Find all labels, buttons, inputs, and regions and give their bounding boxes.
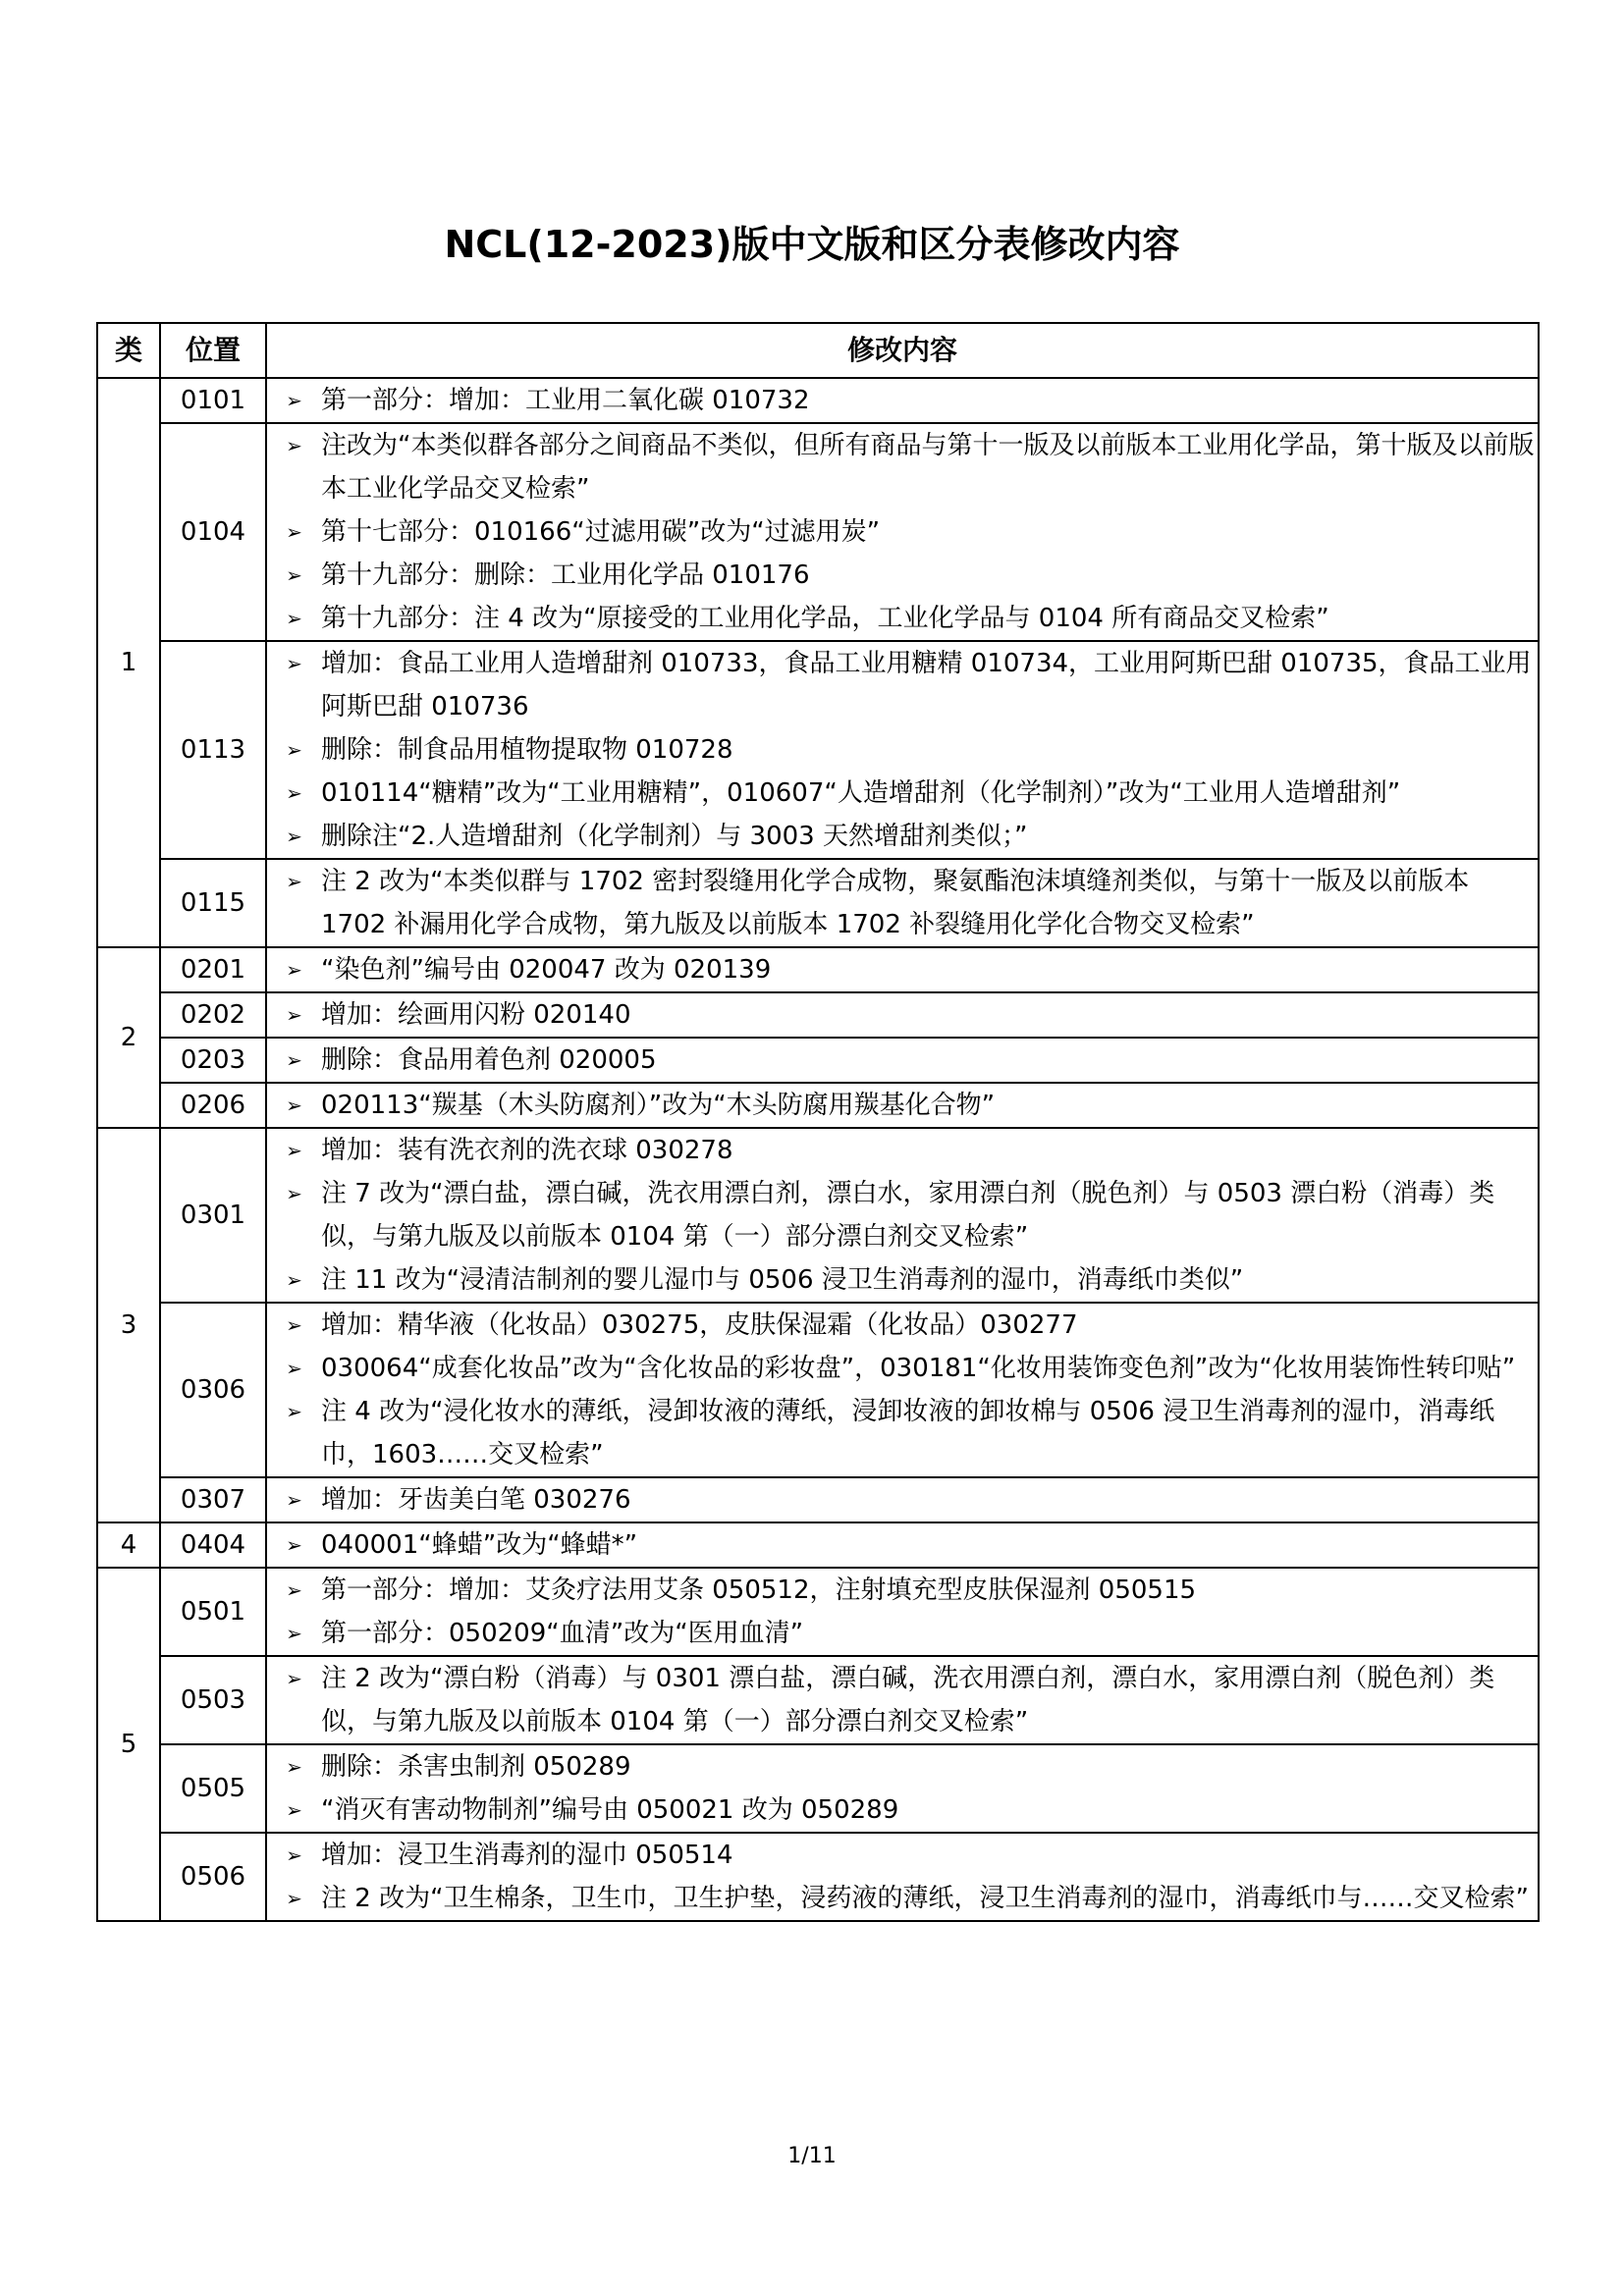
position-cell: 0201 [160, 947, 266, 992]
content-cell [266, 1522, 1539, 1568]
arrow-bullet-icon: ➢ [286, 1667, 302, 1690]
list-item [267, 1390, 1538, 1476]
change-text: 第十七部分：010166“过滤用碳”改为“过滤用炭” [321, 517, 881, 547]
list-item [267, 1478, 1538, 1522]
change-text: 注 4 改为“浸化妆水的薄纸，浸卸妆液的薄纸，浸卸妆液的卸妆棉与 0506 浸卫生消毒剂的湿巾，消毒纸巾，1603……交叉检索” [321, 1397, 1495, 1469]
change-text: 删除：杀害虫制剂 050289 [321, 1752, 631, 1782]
table-row [97, 1303, 1539, 1477]
content-cell [266, 1128, 1539, 1303]
content-cell [266, 1038, 1539, 1083]
content-cell [266, 992, 1539, 1038]
list-item [267, 1084, 1538, 1127]
list-item [267, 815, 1538, 858]
table-row [97, 1083, 1539, 1128]
list-item [267, 1258, 1538, 1302]
change-text: 增加：装有洗衣剂的洗衣球 030278 [321, 1136, 733, 1165]
list-item [267, 728, 1538, 772]
list-item [267, 772, 1538, 815]
change-text: 030064“成套化妆品”改为“含化妆品的彩妆盘”，030181“化妆用装饰变色剂”改为“化妆用装饰性转印贴” [321, 1354, 1516, 1383]
arrow-bullet-icon: ➢ [286, 434, 302, 457]
change-text: “消灭有害动物制剂”编号由 050021 改为 050289 [321, 1795, 899, 1825]
content-cell [266, 1656, 1539, 1744]
class-cell: 4 [97, 1522, 160, 1568]
list-item [267, 1834, 1538, 1877]
table-header-row [97, 323, 1539, 378]
change-text: 注 2 改为“本类似群与 1702 密封裂缝用化学合成物，聚氨酯泡沫填缝剂类似，与第十一版及以前版本 1702 补漏用化学合成物，第九版及以前版本 1702 补裂缝用化学化合物交叉检索” [321, 867, 1470, 939]
table-row [97, 1038, 1539, 1083]
change-text: 增加：浸卫生消毒剂的湿巾 050514 [321, 1841, 733, 1870]
content-cell [266, 1477, 1539, 1522]
change-text: 注 11 改为“浸清洁制剂的婴儿湿巾与 0506 浸卫生消毒剂的湿巾，消毒纸巾类似” [321, 1265, 1244, 1295]
list-item [267, 860, 1538, 946]
arrow-bullet-icon: ➢ [286, 958, 302, 982]
change-text: 第十九部分：删除：工业用化学品 010176 [321, 561, 810, 590]
list-item [267, 1657, 1538, 1743]
change-text: 注改为“本类似群各部分之间商品不类似，但所有商品与第十一版及以前版本工业用化学品，第十版及以前版本工业化学品交叉检索” [321, 431, 1535, 504]
list-item [267, 1347, 1538, 1390]
arrow-bullet-icon: ➢ [286, 1313, 302, 1337]
change-text: 第十九部分：注 4 改为“原接受的工业用化学品，工业化学品与 0104 所有商品交叉检索” [321, 604, 1329, 633]
list-item [267, 424, 1538, 510]
arrow-bullet-icon: ➢ [286, 1578, 302, 1602]
class-cell: 2 [97, 947, 160, 1128]
position-cell: 0501 [160, 1568, 266, 1656]
position-cell: 0506 [160, 1833, 266, 1921]
change-text: 010114“糖精”改为“工业用糖精”，010607“人造增甜剂（化学制剂）”改为“工业用人造增甜剂” [321, 778, 1401, 808]
table-row [97, 1477, 1539, 1522]
change-text: 注 2 改为“卫生棉条，卫生巾，卫生护垫，浸药液的薄纸，浸卫生消毒剂的湿巾，消毒纸巾与……交叉检索” [321, 1884, 1530, 1913]
position-cell: 0202 [160, 992, 266, 1038]
change-text: 第一部分：增加：工业用二氧化碳 010732 [321, 386, 810, 415]
list-item [267, 1039, 1538, 1082]
table-row [97, 1656, 1539, 1744]
arrow-bullet-icon: ➢ [286, 1268, 302, 1292]
table-row [97, 641, 1539, 859]
arrow-bullet-icon: ➢ [286, 1357, 302, 1380]
content-cell [266, 947, 1539, 992]
table-row [97, 1128, 1539, 1303]
page-number: 1/11 [787, 2144, 837, 2168]
content-cell [266, 1833, 1539, 1921]
table-row [97, 378, 1539, 423]
revision-table [96, 322, 1540, 1922]
arrow-bullet-icon: ➢ [286, 652, 302, 675]
arrow-bullet-icon: ➢ [286, 389, 302, 412]
arrow-bullet-icon: ➢ [286, 1048, 302, 1072]
list-item [267, 1569, 1538, 1612]
table-body [97, 378, 1539, 1921]
change-text: 注 7 改为“漂白盐，漂白碱，洗衣用漂白剂，漂白水，家用漂白剂（脱色剂）与 0503 漂白粉（消毒）类似，与第九版及以前版本 0104 第（一）部分漂白剂交叉检索” [321, 1179, 1495, 1252]
change-text: 020113“羰基（木头防腐剂）”改为“木头防腐用羰基化合物” [321, 1091, 996, 1120]
list-item [267, 1304, 1538, 1347]
arrow-bullet-icon: ➢ [286, 1798, 302, 1822]
list-item [267, 1745, 1538, 1789]
page-title: NCL(12-2023)版中文版和区分表修改内容 [444, 223, 1180, 266]
change-text: 删除：食品用着色剂 020005 [321, 1045, 657, 1075]
arrow-bullet-icon: ➢ [286, 825, 302, 848]
position-cell: 0206 [160, 1083, 266, 1128]
position-cell: 0104 [160, 423, 266, 641]
arrow-bullet-icon: ➢ [286, 1488, 302, 1512]
class-cell: 3 [97, 1128, 160, 1522]
position-cell: 0113 [160, 641, 266, 859]
change-text: 增加：精华液（化妆品）030275，皮肤保湿霜（化妆品）030277 [321, 1310, 1078, 1340]
list-item [267, 993, 1538, 1037]
table-row [97, 1744, 1539, 1833]
list-item [267, 1523, 1538, 1567]
table-row [97, 1833, 1539, 1921]
arrow-bullet-icon: ➢ [286, 870, 302, 893]
list-item [267, 1172, 1538, 1258]
table-row [97, 859, 1539, 947]
arrow-bullet-icon: ➢ [286, 1622, 302, 1645]
arrow-bullet-icon: ➢ [286, 1887, 302, 1910]
content-cell [266, 1303, 1539, 1477]
position-cell: 0503 [160, 1656, 266, 1744]
arrow-bullet-icon: ➢ [286, 1094, 302, 1117]
header-position: 位置 [160, 323, 266, 378]
list-item [267, 597, 1538, 640]
list-item [267, 642, 1538, 728]
position-cell: 0306 [160, 1303, 266, 1477]
list-item [267, 554, 1538, 597]
content-cell [266, 641, 1539, 859]
content-cell [266, 1083, 1539, 1128]
arrow-bullet-icon: ➢ [286, 781, 302, 805]
list-item [267, 1877, 1538, 1920]
position-cell: 0101 [160, 378, 266, 423]
class-cell: 1 [97, 378, 160, 947]
arrow-bullet-icon: ➢ [286, 1139, 302, 1162]
table-row [97, 992, 1539, 1038]
list-item [267, 1612, 1538, 1655]
arrow-bullet-icon: ➢ [286, 1182, 302, 1205]
change-text: 040001“蜂蜡”改为“蜂蜡*” [321, 1530, 638, 1560]
change-text: 增加：食品工业用人造增甜剂 010733，食品工业用糖精 010734，工业用阿斯巴甜 010735，食品工业用阿斯巴甜 010736 [321, 649, 1532, 721]
arrow-bullet-icon: ➢ [286, 1843, 302, 1867]
arrow-bullet-icon: ➢ [286, 1755, 302, 1779]
table-row [97, 1522, 1539, 1568]
change-text: 第一部分：050209“血清”改为“医用血清” [321, 1619, 804, 1648]
arrow-bullet-icon: ➢ [286, 563, 302, 587]
arrow-bullet-icon: ➢ [286, 520, 302, 544]
arrow-bullet-icon: ➢ [286, 1003, 302, 1027]
change-text: “染色剂”编号由 020047 改为 020139 [321, 955, 772, 985]
list-item [267, 1129, 1538, 1172]
position-cell: 0307 [160, 1477, 266, 1522]
change-text: 注 2 改为“漂白粉（消毒）与 0301 漂白盐，漂白碱，洗衣用漂白剂，漂白水，家用漂白剂（脱色剂）类似，与第九版及以前版本 0104 第（一）部分漂白剂交叉检索” [321, 1664, 1495, 1736]
list-item [267, 510, 1538, 554]
change-text: 增加：绘画用闪粉 020140 [321, 1000, 631, 1030]
class-cell: 5 [97, 1568, 160, 1921]
content-cell [266, 859, 1539, 947]
change-text: 增加：牙齿美白笔 030276 [321, 1485, 631, 1515]
change-text: 删除注“2.人造增甜剂（化学制剂）与 3003 天然增甜剂类似；” [321, 822, 1028, 851]
arrow-bullet-icon: ➢ [286, 607, 302, 630]
table-row [97, 423, 1539, 641]
list-item [267, 1789, 1538, 1832]
content-cell [266, 1744, 1539, 1833]
content-cell [266, 378, 1539, 423]
content-cell [266, 423, 1539, 641]
position-cell: 0203 [160, 1038, 266, 1083]
arrow-bullet-icon: ➢ [286, 738, 302, 762]
list-item [267, 948, 1538, 991]
arrow-bullet-icon: ➢ [286, 1400, 302, 1423]
header-class: 类 [97, 323, 160, 378]
position-cell: 0404 [160, 1522, 266, 1568]
header-content: 修改内容 [266, 323, 1539, 378]
change-text: 删除：制食品用植物提取物 010728 [321, 735, 733, 765]
table-row [97, 947, 1539, 992]
arrow-bullet-icon: ➢ [286, 1533, 302, 1557]
position-cell: 0301 [160, 1128, 266, 1303]
table-row [97, 1568, 1539, 1656]
position-cell: 0115 [160, 859, 266, 947]
change-text: 第一部分：增加：艾灸疗法用艾条 050512，注射填充型皮肤保湿剂 050515 [321, 1575, 1197, 1605]
position-cell: 0505 [160, 1744, 266, 1833]
list-item [267, 379, 1538, 422]
content-cell [266, 1568, 1539, 1656]
